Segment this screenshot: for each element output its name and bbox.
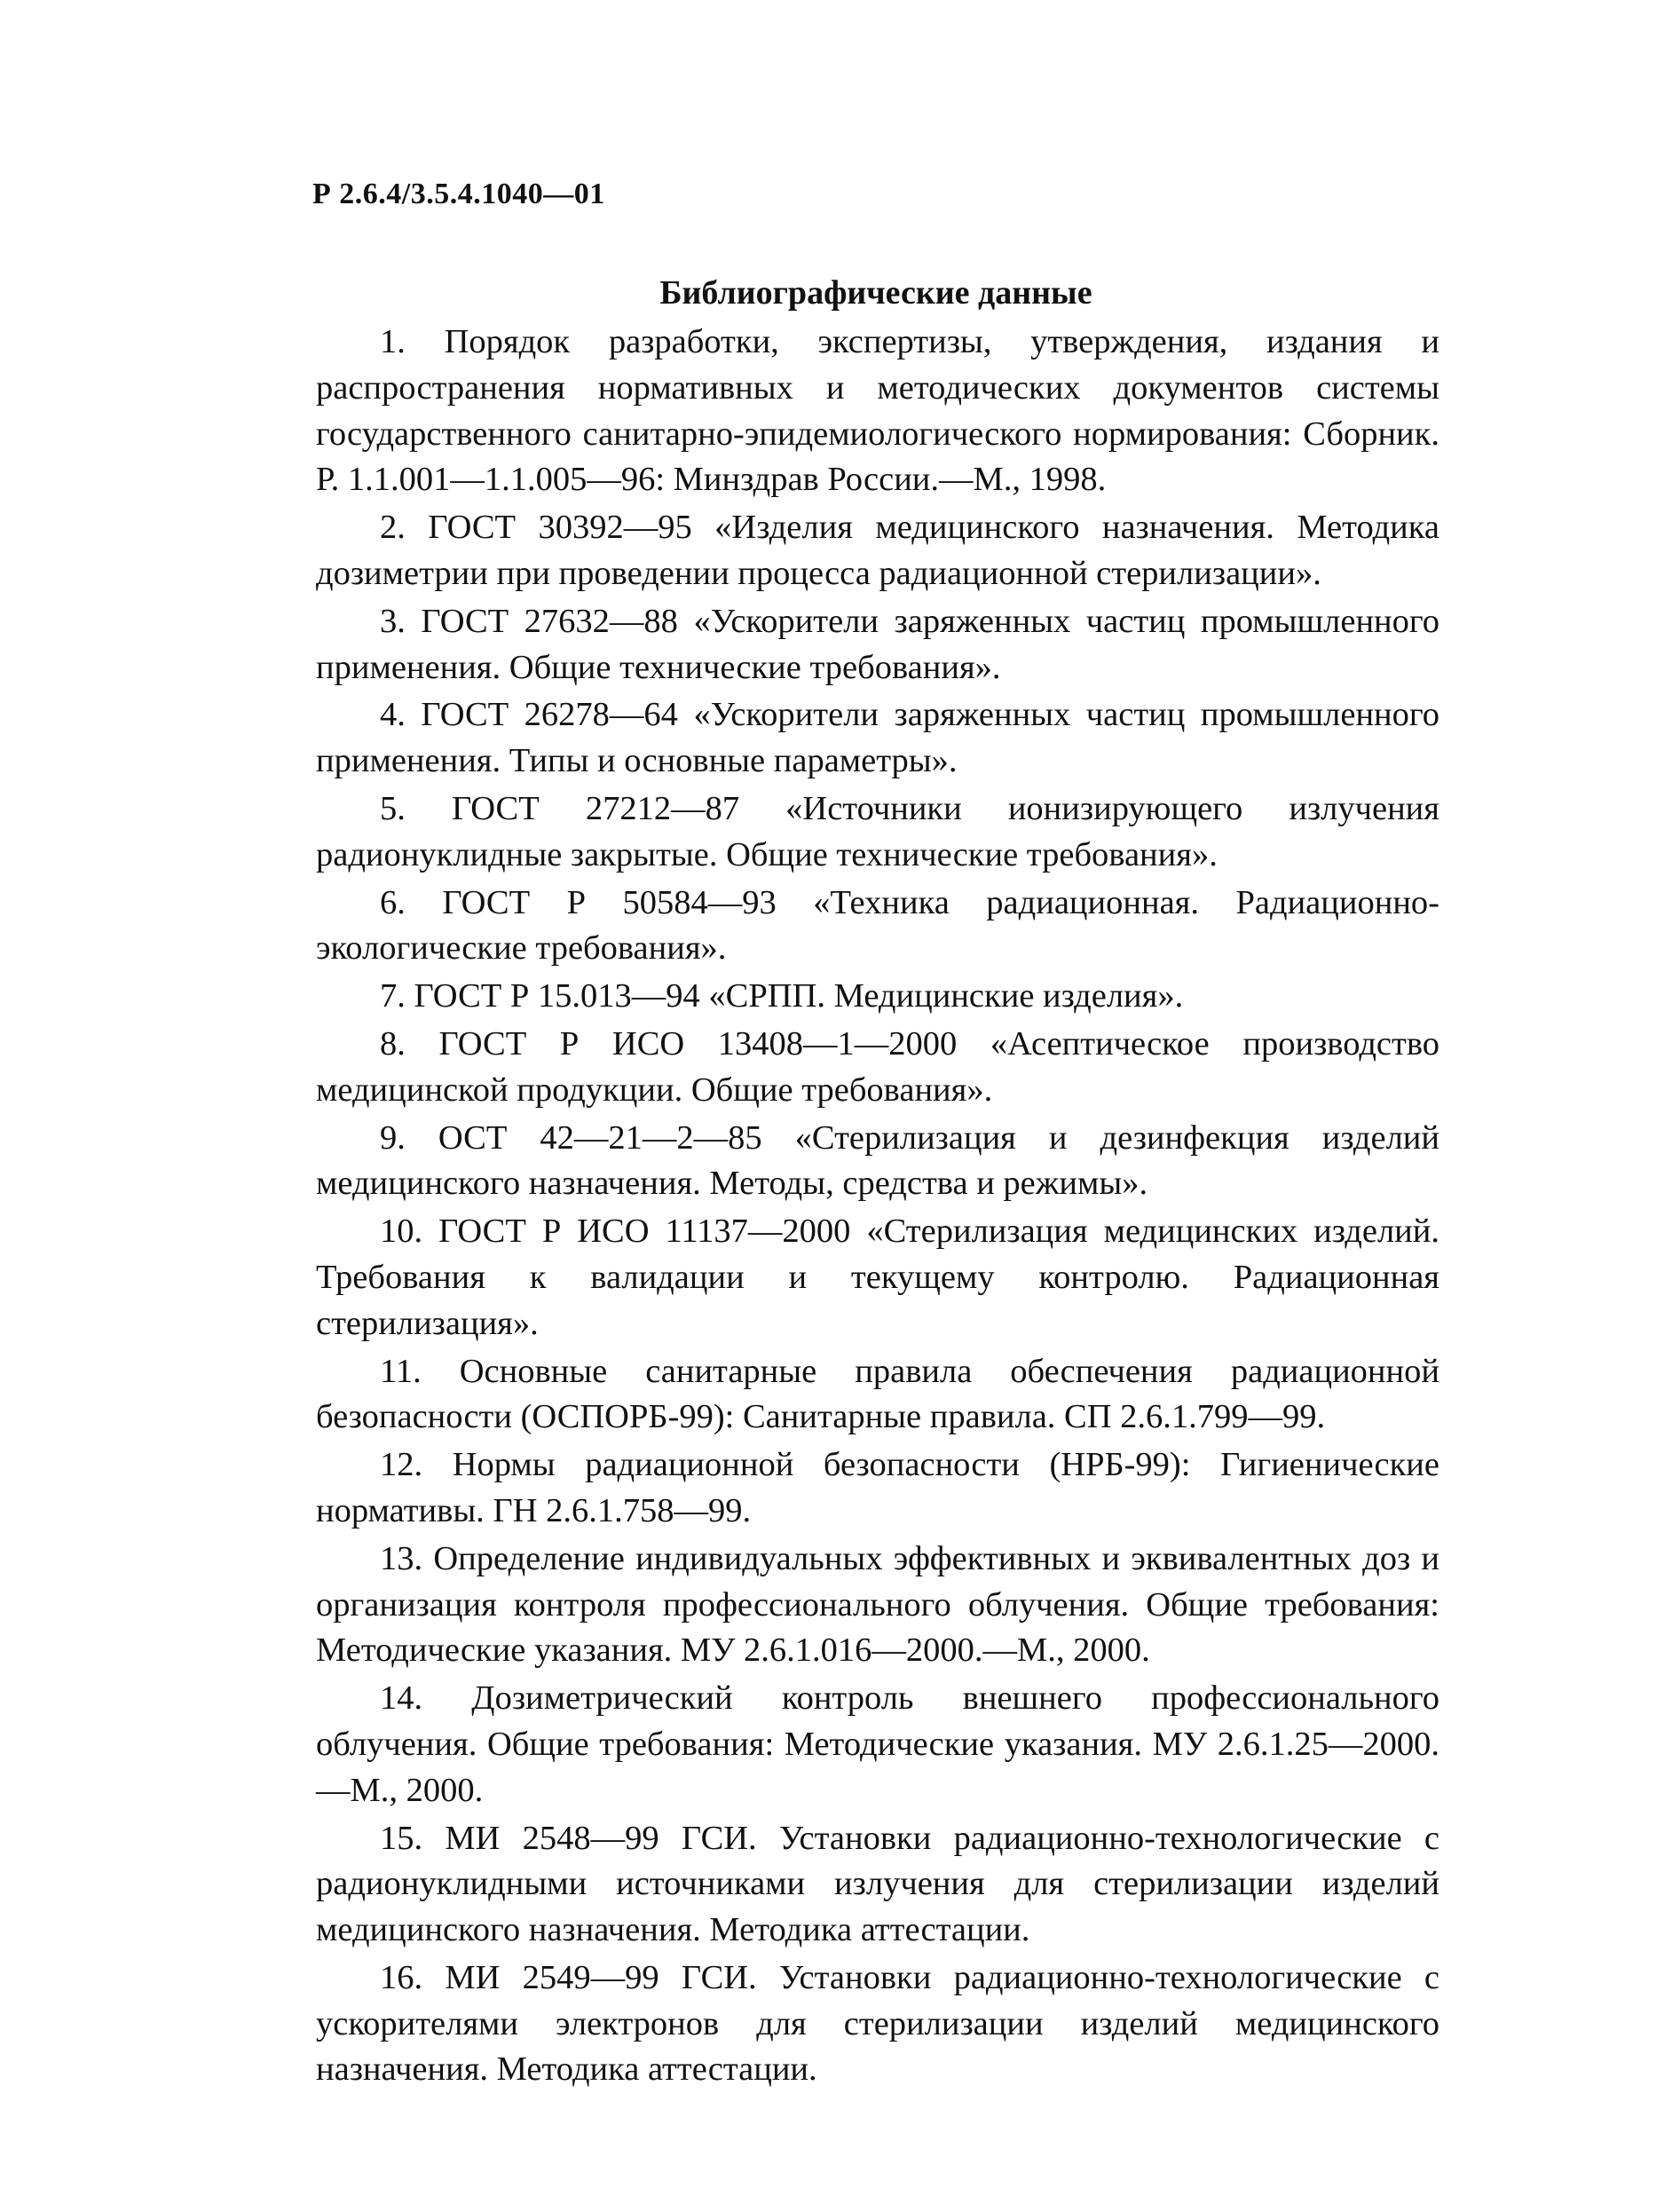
reference-item: 6. ГОСТ Р 50584—93 «Техника радиационная. Радиационно-экологические требования». xyxy=(316,883,1439,968)
reference-item: 16. МИ 2549—99 ГСИ. Установки радиационно-технологические с ускорителями электронов для стерилизации изделий медицинского назначения. Методика аттестации. xyxy=(316,1958,1439,2089)
reference-item: 8. ГОСТ Р ИСО 13408—1—2000 «Асептическое производство медицинской продукции. Общие требования». xyxy=(316,1024,1439,1109)
section-title: Библиографические данные xyxy=(659,274,1092,312)
reference-item: 13. Определение индивидуальных эффективных и эквивалентных доз и организация контроля профессионального облучения. Общие требования: Методические указания. МУ 2.6.1.016—2000.—М., 2000. xyxy=(316,1539,1439,1670)
reference-item: 3. ГОСТ 27632—88 «Ускорители заряженных частиц промышленного применения. Общие технические требования». xyxy=(316,602,1439,686)
reference-item: 5. ГОСТ 27212—87 «Источники ионизирующего излучения радионуклидные закрытые. Общие технические требования». xyxy=(316,789,1439,873)
document-code: Р 2.6.4/3.5.4.1040—01 xyxy=(312,178,605,210)
reference-item: 15. МИ 2548—99 ГСИ. Установки радиационно-технологические с радионуклидными источниками излучения для стерилизации изделий медицинского назначения. Методика аттестации. xyxy=(316,1819,1439,1949)
reference-item: 12. Нормы радиационной безопасности (НРБ-99): Гигиенические нормативы. ГН 2.6.1.758—99. xyxy=(316,1446,1439,1529)
reference-item: 4. ГОСТ 26278—64 «Ускорители заряженных частиц промышленного применения. Типы и основные параметры». xyxy=(316,696,1439,780)
reference-item: 7. ГОСТ Р 15.013—94 «СРПП. Медицинские изделия». xyxy=(380,977,1184,1015)
reference-item: 2. ГОСТ 30392—95 «Изделия медицинского назначения. Методика дозиметрии при проведении процесса радиационной стерилизации». xyxy=(316,509,1439,592)
reference-item: 10. ГОСТ Р ИСО 11137—2000 «Стерилизация медицинских изделий. Требования к валидации и текущему контролю. Радиационная стерилизация». xyxy=(316,1213,1439,1342)
reference-item: 14. Дозиметрический контроль внешнего профессионального облучения. Общие требования: Методические указания. МУ 2.6.1.25—2000.—М., 2000. xyxy=(316,1679,1439,1809)
reference-item: 9. ОСТ 42—21—2—85 «Стерилизация и дезинфекция изделий медицинского назначения. Методы, средства и режимы». xyxy=(316,1118,1439,1203)
reference-item: 11. Основные санитарные правила обеспечения радиационной безопасности (ОСПОРБ-99): Санитарные правила. СП 2.6.1.799—99. xyxy=(316,1352,1439,1436)
reference-list xyxy=(316,320,1439,2095)
reference-item: 1. Порядок разработки, экспертизы, утверждения, издания и распространения нормативных и методических документов системы государственного санитарно-эпидемиологического нормирования: Сборник. Р. 1.1.001—1.1.005—96: Минздрав России.—М., 1998. xyxy=(316,323,1439,499)
